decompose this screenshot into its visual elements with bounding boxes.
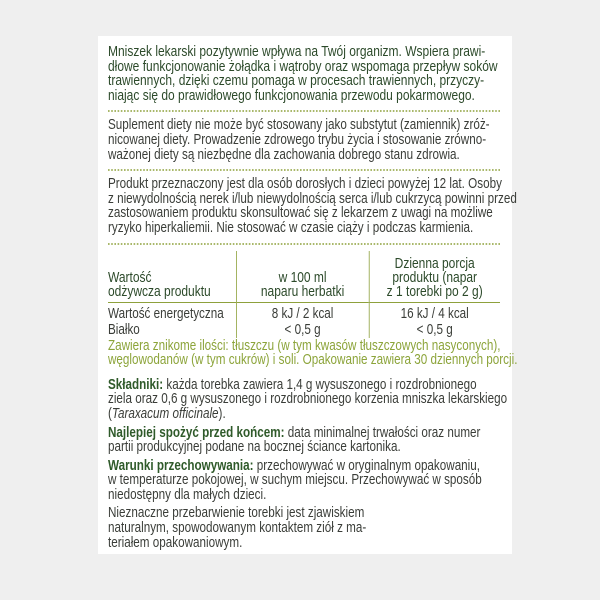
ingredients-section: Składniki: każda torebka zawiera 1,4 g wysuszonego i rozdrobnionego ziela oraz 0,6 g wysuszonego i rozdrobnionego korzenia mniszka lekarskiego (Taraxacum officinale).	[108, 376, 508, 422]
text-line: z niewydolnością nerek i/lub niewydolnością serca i/lub cukrzycą powinni przed	[108, 190, 517, 207]
latin-name: Taraxacum officinale	[111, 405, 219, 422]
storage-label: Warunki przechowywania:	[108, 457, 254, 474]
nutrition-footnote: Zawiera znikome ilości: tłuszczu (w tym kwasów tłuszczowych nasyconych), węglowodanów (w tym cukrów) i soli. Opakowanie zawiera 30 dziennych porcji.	[108, 337, 518, 369]
text-line: ważonej diety są niezbędne dla zachowania dobrego stanu zdrowia.	[108, 146, 460, 163]
header-daily-portion: Dzienna porcja produktu (napar z 1 torebki po 2 g)	[369, 251, 500, 303]
best-before-section: Najlepiej spożyć przed końcem: data minimalnej trwałości oraz numer partii produkcyjnej podane na bocznej ściance kartonika.	[108, 424, 481, 456]
storage-section: Warunki przechowywania: przechowywać w oryginalnym opakowaniu, w temperaturze pokojowej, w suchym miejscu. Przechowywać w sposób niedostępny dla małych dzieci.	[108, 457, 482, 503]
discoloration-note: Nieznaczne przebarwienie torebki jest zjawiskiem naturalnym, spowodowanym kontaktem ziół z ma- teriałem opakowaniowym.	[108, 505, 367, 551]
text-line: Suplement diety nie może być stosowany jako substytut (zamiennik) zróż-	[108, 117, 490, 134]
text-line: Mniszek lekarski pozytywnie wpływa na Twój organizm. Wspiera prawi-	[108, 43, 486, 60]
text-line: ryzyko hiperkaliemii. Nie stosować w czasie ciąży i podczas karmienia.	[108, 219, 474, 236]
nutrient-name: Wartość energetyczna Białko	[108, 305, 224, 338]
best-before-label: Najlepiej spożyć przed końcem:	[108, 424, 285, 441]
dotted-divider	[108, 110, 500, 112]
header-per-100ml: w 100 ml naparu herbatki	[236, 251, 369, 303]
table-row	[108, 302, 500, 338]
text-line: Produkt przeznaczony jest dla osób dorosłych i dzieci powyżej 12 lat. Osoby	[108, 176, 502, 193]
header-nutrition-value: Wartość odżywcza produktu	[108, 268, 211, 300]
warning-paragraph	[108, 176, 517, 236]
dotted-divider	[108, 243, 500, 245]
text-line: nicowanej diety. Prowadzenie zdrowego trybu życia i stosowanie zrówno-	[108, 131, 487, 148]
table-header-row	[108, 251, 500, 303]
text-line: dłowe funkcjonowanie żołądka i wątroby oraz wspomaga przepływ soków	[108, 57, 498, 75]
nutrition-table	[108, 251, 500, 338]
label-content	[108, 43, 518, 551]
text-line: niając się do prawidłowego funkcjonowania przewodu pokarmowego.	[108, 86, 475, 104]
supplement-note	[108, 118, 500, 162]
text-line: zastosowaniem produktu skonsultować się z lekarzem z uwagi na możliwe	[108, 205, 493, 222]
ingredients-label: Składniki:	[108, 376, 164, 393]
text-line: trawiennych, dzięki czemu pomaga w procesach trawiennych, przyczy-	[108, 72, 485, 90]
per-100ml-values: 8 kJ / 2 kcal < 0,5 g	[236, 302, 369, 338]
dotted-divider	[108, 169, 500, 171]
intro-paragraph	[108, 45, 500, 103]
daily-portion-values: 16 kJ / 4 kcal < 0,5 g	[369, 302, 500, 338]
